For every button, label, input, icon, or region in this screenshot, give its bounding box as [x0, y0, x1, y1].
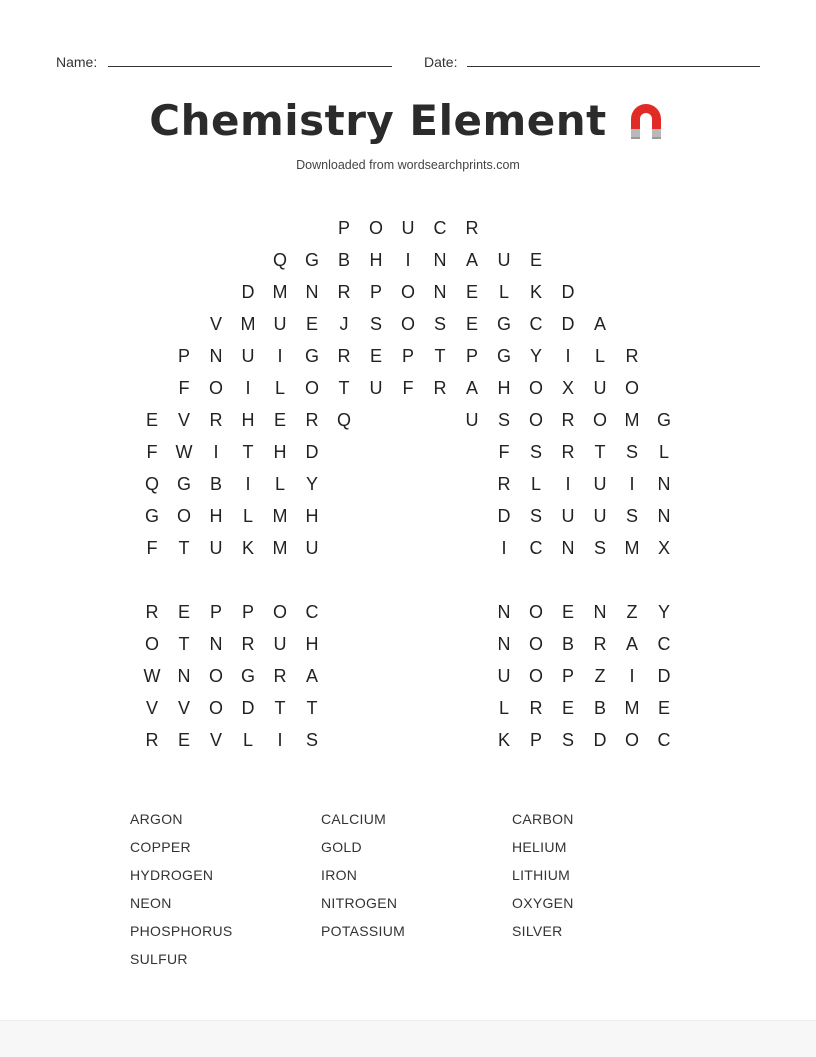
grid-letter[interactable]: N [209, 346, 223, 366]
grid-letter[interactable]: Y [657, 602, 670, 622]
grid-letter[interactable]: R [497, 474, 511, 494]
grid-letter[interactable]: P [561, 666, 574, 686]
name-label: Name: [56, 54, 98, 70]
grid-letter[interactable]: P [465, 346, 478, 366]
word-list-item: PHOSPHORUS [130, 923, 233, 939]
grid-letter[interactable]: E [273, 410, 286, 430]
grid-letter[interactable]: C [657, 730, 671, 750]
grid-letter[interactable]: I [213, 442, 219, 462]
grid-letter[interactable]: L [594, 346, 605, 366]
grid-letter[interactable]: V [177, 410, 190, 430]
grid-letter[interactable]: D [497, 506, 511, 526]
grid-letter[interactable]: Y [529, 346, 542, 366]
grid-letter[interactable]: N [497, 602, 511, 622]
grid-letter[interactable]: C [657, 634, 671, 654]
grid-letter[interactable]: K [529, 282, 542, 302]
date-label: Date: [424, 54, 458, 70]
grid-letter[interactable]: R [273, 666, 287, 686]
grid-letter[interactable]: R [465, 218, 479, 238]
word-list-item: IRON [321, 867, 358, 883]
grid-letter[interactable]: O [368, 218, 383, 238]
grid-letter[interactable]: N [177, 666, 191, 686]
grid-letter[interactable]: E [465, 314, 478, 334]
grid-letter[interactable]: U [497, 666, 511, 686]
grid-letter[interactable]: C [305, 602, 319, 622]
grid-letter[interactable]: N [497, 634, 511, 654]
grid-letter[interactable]: M [272, 538, 288, 558]
grid-letter[interactable]: U [305, 538, 319, 558]
grid-letter[interactable]: G [304, 250, 319, 270]
grid-letter[interactable]: O [304, 378, 319, 398]
grid-letter[interactable]: O [144, 634, 159, 654]
grid-letter[interactable]: A [465, 250, 478, 270]
grid-letter[interactable]: S [433, 314, 446, 334]
grid-letter[interactable]: T [434, 346, 446, 366]
grid-letter[interactable]: P [369, 282, 382, 302]
grid-letter[interactable]: I [501, 538, 507, 558]
grid-letter[interactable]: A [305, 666, 318, 686]
grid-letter[interactable]: G [144, 506, 159, 526]
grid-letter[interactable]: L [274, 474, 285, 494]
grid-letter[interactable]: R [625, 346, 639, 366]
grid-letter[interactable]: S [529, 506, 542, 526]
grid-letter[interactable]: E [177, 730, 190, 750]
grid-letter[interactable]: F [146, 442, 158, 462]
grid-letter[interactable]: S [593, 538, 606, 558]
grid-letter[interactable]: Y [305, 474, 318, 494]
grid-letter[interactable]: U [465, 410, 479, 430]
grid-letter[interactable]: M [624, 698, 640, 718]
grid-letter[interactable]: L [242, 730, 253, 750]
grid-letter[interactable]: U [273, 634, 287, 654]
grid-letter[interactable]: D [241, 698, 255, 718]
grid-letter[interactable]: C [529, 538, 543, 558]
grid-letter[interactable]: M [624, 410, 640, 430]
grid-letter[interactable]: I [629, 474, 635, 494]
grid-letter[interactable]: M [272, 506, 288, 526]
grid-letter[interactable]: I [245, 474, 251, 494]
grid-letter[interactable]: S [497, 410, 510, 430]
grid-letter[interactable]: H [305, 634, 319, 654]
grid-letter[interactable]: G [176, 474, 191, 494]
grid-letter[interactable]: R [529, 698, 543, 718]
grid-letter[interactable]: U [369, 378, 383, 398]
grid-letter[interactable]: L [498, 282, 509, 302]
grid-letter[interactable]: D [593, 730, 607, 750]
grid-letter[interactable]: H [305, 506, 319, 526]
grid-letter[interactable]: T [178, 538, 190, 558]
grid-letter[interactable]: T [274, 698, 286, 718]
grid-letter[interactable]: P [337, 218, 350, 238]
grid-letter[interactable]: N [433, 250, 447, 270]
grid-letter[interactable]: O [528, 602, 543, 622]
grid-letter[interactable]: O [528, 634, 543, 654]
grid-letter[interactable]: E [177, 602, 190, 622]
grid-letter[interactable]: W [143, 666, 161, 686]
grid-letter[interactable]: D [561, 282, 575, 302]
grid-letter[interactable]: Q [336, 410, 351, 430]
word-list-item: ARGON [130, 811, 183, 827]
grid-letter[interactable]: I [405, 250, 411, 270]
grid-letter[interactable]: B [561, 634, 574, 654]
grid-letter[interactable]: K [497, 730, 510, 750]
grid-letter[interactable]: E [305, 314, 318, 334]
grid-letter[interactable]: B [209, 474, 222, 494]
word-list-item: GOLD [321, 839, 362, 855]
grid-letter[interactable]: U [593, 474, 607, 494]
grid-letter[interactable]: N [209, 634, 223, 654]
grid-letter[interactable]: N [561, 538, 575, 558]
word-list-item: HYDROGEN [130, 867, 214, 883]
grid-letter[interactable]: L [242, 506, 253, 526]
word-list-item: POTASSIUM [321, 923, 406, 939]
word-list-item: OXYGEN [512, 895, 574, 911]
grid-letter[interactable]: A [465, 378, 478, 398]
grid-letter[interactable]: E [465, 282, 478, 302]
grid-letter[interactable]: V [177, 698, 190, 718]
source-note: Downloaded from wordsearchprints.com [296, 158, 520, 172]
grid-letter[interactable]: N [657, 506, 671, 526]
grid-letter[interactable]: L [530, 474, 541, 494]
grid-letter[interactable]: T [242, 442, 254, 462]
grid-letter[interactable]: R [561, 410, 575, 430]
grid-letter[interactable]: I [629, 666, 635, 686]
grid-letter[interactable]: G [240, 666, 255, 686]
grid-letter[interactable]: P [241, 602, 254, 622]
grid-letter[interactable]: R [561, 442, 575, 462]
grid-letter[interactable]: N [593, 602, 607, 622]
word-list-item: SULFUR [130, 951, 188, 967]
grid-letter[interactable]: P [529, 730, 542, 750]
grid-letter[interactable]: R [209, 410, 223, 430]
grid-letter[interactable]: O [208, 698, 223, 718]
grid-letter[interactable]: R [433, 378, 447, 398]
grid-letter[interactable]: T [594, 442, 606, 462]
grid-letter[interactable]: E [657, 698, 670, 718]
grid-letter[interactable]: O [208, 666, 223, 686]
grid-letter[interactable]: R [145, 730, 159, 750]
grid-letter[interactable]: E [561, 602, 574, 622]
grid-letter[interactable]: I [565, 474, 571, 494]
grid-letter[interactable]: T [306, 698, 318, 718]
grid-letter[interactable]: U [209, 538, 223, 558]
grid-letter[interactable]: V [209, 730, 222, 750]
grid-letter[interactable]: P [177, 346, 190, 366]
footer-bar [0, 1020, 816, 1057]
grid-letter[interactable]: E [145, 410, 158, 430]
grid-letter[interactable]: I [277, 346, 283, 366]
grid-letter[interactable]: S [369, 314, 382, 334]
grid-letter[interactable]: E [369, 346, 382, 366]
grid-letter[interactable]: G [496, 314, 511, 334]
grid-letter[interactable]: F [402, 378, 414, 398]
grid-letter[interactable]: P [209, 602, 222, 622]
page-title-text: Chemistry Element [149, 96, 607, 145]
grid-letter[interactable]: O [528, 378, 543, 398]
grid-letter[interactable]: D [241, 282, 255, 302]
grid-letter[interactable]: G [304, 346, 319, 366]
grid-letter[interactable]: F [178, 378, 190, 398]
grid-letter[interactable]: F [498, 442, 510, 462]
grid-letter[interactable]: O [176, 506, 191, 526]
word-list-item: HELIUM [512, 839, 567, 855]
grid-letter[interactable]: J [339, 314, 349, 334]
grid-letter[interactable]: F [146, 538, 158, 558]
grid-letter[interactable]: S [625, 506, 638, 526]
grid-letter[interactable]: L [498, 698, 509, 718]
grid-letter[interactable]: N [433, 282, 447, 302]
grid-letter[interactable]: L [658, 442, 669, 462]
grid-letter[interactable]: B [337, 250, 350, 270]
grid-letter[interactable]: U [273, 314, 287, 334]
grid-letter[interactable]: Z [626, 602, 638, 622]
grid-letter[interactable]: O [528, 666, 543, 686]
grid-letter[interactable]: S [529, 442, 542, 462]
grid-letter[interactable]: N [305, 282, 319, 302]
grid-letter[interactable]: R [593, 634, 607, 654]
grid-letter[interactable]: O [624, 378, 639, 398]
grid-letter[interactable]: R [305, 410, 319, 430]
grid-letter[interactable]: S [305, 730, 318, 750]
grid-letter[interactable]: U [241, 346, 255, 366]
grid-letter[interactable]: S [561, 730, 574, 750]
word-list-item: NEON [130, 895, 172, 911]
grid-letter[interactable]: C [433, 218, 447, 238]
grid-letter[interactable]: S [625, 442, 638, 462]
grid-letter[interactable]: A [625, 634, 638, 654]
grid-letter[interactable]: H [209, 506, 223, 526]
grid-letter[interactable]: R [337, 346, 351, 366]
grid-letter[interactable]: V [145, 698, 158, 718]
grid-letter[interactable]: O [272, 602, 287, 622]
grid-letter[interactable]: I [565, 346, 571, 366]
word-list-item: COPPER [130, 839, 191, 855]
word-list-item: LITHIUM [512, 867, 571, 883]
grid-letter[interactable]: N [657, 474, 671, 494]
grid-letter[interactable]: G [656, 410, 671, 430]
grid-letter[interactable]: O [592, 410, 607, 430]
grid-letter[interactable]: H [369, 250, 383, 270]
grid-letter[interactable]: O [400, 282, 415, 302]
grid-letter[interactable]: M [624, 538, 640, 558]
grid-letter[interactable]: R [241, 634, 255, 654]
grid-letter[interactable]: H [241, 410, 255, 430]
grid-letter[interactable]: T [178, 634, 190, 654]
grid-letter[interactable]: M [240, 314, 256, 334]
grid-letter[interactable]: D [657, 666, 671, 686]
grid-letter[interactable]: Q [272, 250, 287, 270]
grid-letter[interactable]: U [593, 506, 607, 526]
grid-letter[interactable]: D [561, 314, 575, 334]
grid-letter[interactable]: P [401, 346, 414, 366]
grid-letter[interactable]: V [209, 314, 222, 334]
grid-letter[interactable]: Q [144, 474, 159, 494]
word-list-item: CALCIUM [321, 811, 387, 827]
word-list-item: CARBON [512, 811, 574, 827]
word-list-item: SILVER [512, 923, 563, 939]
grid-letter[interactable]: L [274, 378, 285, 398]
grid-letter[interactable]: K [241, 538, 254, 558]
grid-letter[interactable]: I [245, 378, 251, 398]
grid-letter[interactable]: X [657, 538, 670, 558]
grid-letter[interactable]: W [175, 442, 193, 462]
grid-letter[interactable]: I [277, 730, 283, 750]
grid-letter[interactable]: Z [594, 666, 606, 686]
grid-letter[interactable]: U [401, 218, 415, 238]
grid-letter[interactable]: G [496, 346, 511, 366]
grid-letter[interactable]: E [529, 250, 542, 270]
grid-letter[interactable]: U [593, 378, 607, 398]
grid-letter[interactable]: H [273, 442, 287, 462]
grid-letter[interactable]: C [529, 314, 543, 334]
grid-letter[interactable]: R [337, 282, 351, 302]
grid-letter[interactable]: X [561, 378, 574, 398]
grid-letter[interactable]: O [208, 378, 223, 398]
grid-letter[interactable]: D [305, 442, 319, 462]
grid-letter[interactable]: M [272, 282, 288, 302]
grid-letter[interactable]: U [561, 506, 575, 526]
grid-letter[interactable]: O [400, 314, 415, 334]
grid-letter[interactable]: B [593, 698, 606, 718]
grid-letter[interactable]: T [338, 378, 350, 398]
grid-letter[interactable]: U [497, 250, 511, 270]
grid-letter[interactable]: O [528, 410, 543, 430]
grid-letter[interactable]: R [145, 602, 159, 622]
grid-letter[interactable]: E [561, 698, 574, 718]
grid-letter[interactable]: O [624, 730, 639, 750]
grid-letter[interactable]: A [593, 314, 606, 334]
grid-letter[interactable]: H [497, 378, 511, 398]
word-list-item: NITROGEN [321, 895, 398, 911]
